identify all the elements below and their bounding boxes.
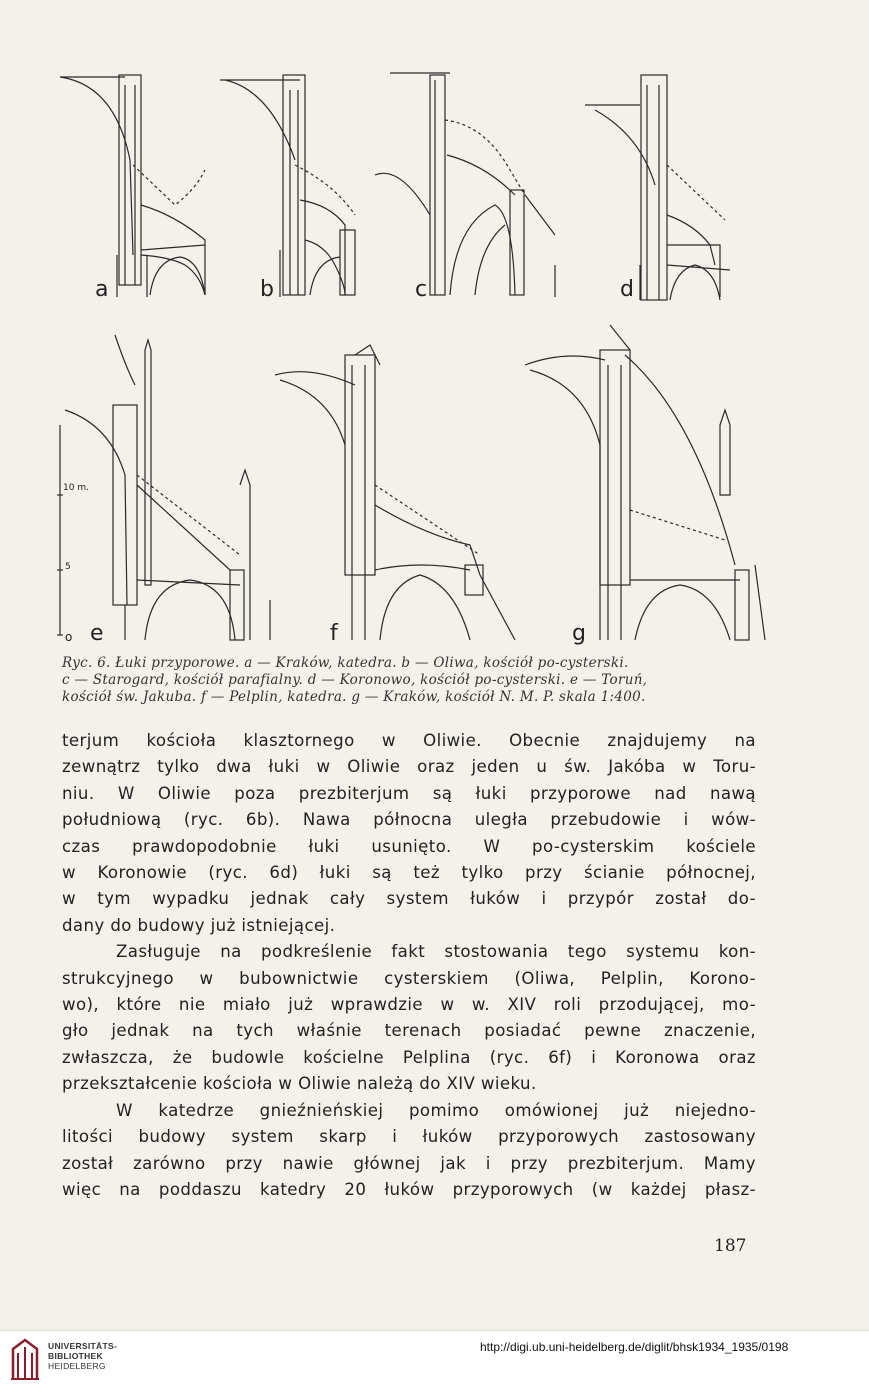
drawing-d [585, 75, 730, 300]
text-line: gło jednak na tych właśnie terenach posiadać pewne znaczenie, [62, 1021, 756, 1041]
library-name [48, 1341, 117, 1371]
text-line: przekształcenie kościoła w Oliwie należą do XIV wieku. [62, 1074, 537, 1094]
drawing-c [375, 73, 555, 297]
drawing-f [275, 345, 515, 640]
text-line: zewnątrz tylko dwa łuki w Oliwie oraz jeden u św. Jakóba w Toru- [62, 757, 756, 777]
text-line: dany do budowy już istniejącej. [62, 915, 336, 935]
label-b: b [260, 277, 274, 302]
label-f: f [330, 621, 338, 646]
text-line: litości budowy system skarp i łuków przyporowych zastosowany [62, 1127, 756, 1147]
figure-caption [62, 655, 756, 706]
text-line: zwłaszcza, że budowle kościelne Pelplina (ryc. 6f) i Koronowa oraz [62, 1047, 756, 1067]
page-number: 187 [714, 1236, 747, 1256]
scale-5: 5 [65, 562, 71, 572]
library-name-line1: UNIVERSITÄTS- [48, 1341, 118, 1351]
body-text [62, 728, 756, 1203]
buttress-drawings [55, 65, 770, 655]
text-line: więc na poddaszu katedry 20 łuków przyporowych (w każdej płasz- [62, 1179, 756, 1199]
label-c: c [415, 277, 428, 302]
university-library-logo-icon [10, 1337, 40, 1381]
text-line: terjum kościoła klasztornego w Oliwie. Obecnie znajdujemy na [62, 731, 756, 750]
label-g: g [572, 621, 586, 646]
caption-line: Ryc. 6. Łuki przyporowe. a — Kraków, katedra. b — Oliwa, kościół po-cysterski. [62, 655, 629, 671]
text-line: strukcyjnego w bubownictwie cysterskiem (Oliwa, Pelplin, Korono- [62, 968, 756, 988]
text-line: w tym wypadku jednak cały system łuków i przypór został do- [62, 889, 756, 909]
text-line: niu. W Oliwie poza prezbiterjum są łuki przyporowe nad nawą [62, 783, 756, 803]
text-line: czas prawdopodobnie łuki usunięto. W po-cysterskim kościele [62, 836, 756, 856]
text-line: Zasługuje na podkreślenie fakt stostowania tego systemu kon- [116, 942, 756, 962]
text-line: został zarówno przy nawie głównej jak i przy prezbiterjum. Mamy [62, 1153, 756, 1173]
text-line: w Koronowie (ryc. 6d) łuki są też tylko przy ścianie północnej, [62, 863, 756, 883]
label-d: d [620, 277, 634, 302]
text-line: W katedrze gnieźnieńskiej pomimo omówionej już niejedno- [116, 1100, 756, 1120]
label-a: a [95, 277, 109, 302]
caption-line: c — Starogard, kościół parafialny. d — Koronowo, kościół po-cysterski. e — Toruń, [62, 672, 648, 688]
scale-0: o [65, 630, 73, 644]
text-line: południową (ryc. 6b). Nawa północna uległa przebudowie i wów- [62, 810, 756, 830]
label-e: e [90, 621, 104, 646]
scale-10m: 10 m. [63, 483, 89, 493]
text-line: wo), które nie miało już wprawdzie w w. XIV roli przodującej, mo- [62, 995, 756, 1015]
drawing-b [220, 75, 355, 297]
caption-line: kościół św. Jakuba. f — Pelplin, katedra. g — Kraków, kościół N. M. P. skala 1:400. [62, 689, 646, 705]
library-name-line2: BIBLIOTHEK [48, 1351, 103, 1361]
drawing-a [60, 75, 205, 297]
library-name-line3: HEIDELBERG [48, 1361, 106, 1371]
flying-buttress-figure [55, 65, 770, 655]
drawing-g [525, 325, 765, 640]
permalink-url[interactable]: http://digi.ub.uni-heidelberg.de/diglit/bhsk1934_1935/0198 [480, 1340, 789, 1354]
